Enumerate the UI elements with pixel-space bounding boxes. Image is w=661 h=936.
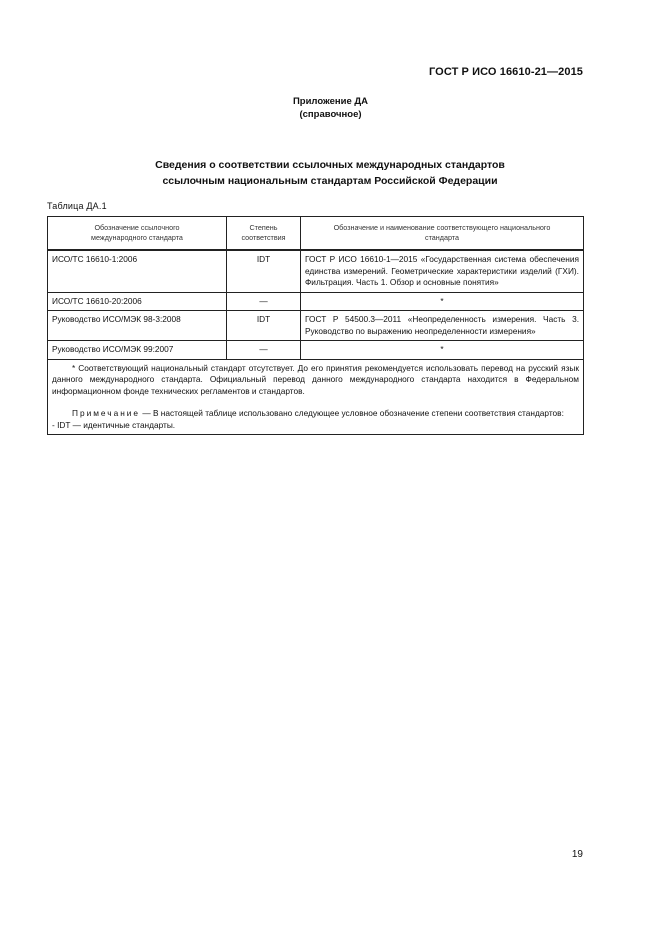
table-caption: Таблица ДА.1 [47, 201, 107, 211]
page-number: 19 [571, 849, 583, 860]
footnote-text: * Соответствующий национальный стандарт отсутствует. До его принятия рекомендуется использовать перевод на русский язык данного международного стандарта. Официальный перевод данного международного стандарта находится в Федеральном информационном фонде технических регламентов и стандартов. [52, 362, 579, 396]
cell-national-standard: * [301, 341, 584, 360]
annex-subtitle: (справочное) [299, 109, 362, 120]
document-title [60, 157, 600, 189]
cell-degree: IDT [227, 250, 301, 292]
table-footnote-row [48, 359, 584, 435]
table-row [48, 250, 584, 292]
header-national-line-1: Обозначение и наименование соответствующего национального [333, 223, 551, 232]
header-international-standard [48, 217, 227, 251]
header-degree-line-1: Степень [249, 223, 278, 232]
table-row [48, 311, 584, 341]
table-header-row [48, 217, 584, 251]
document-title-line-1: Сведения о соответствии ссылочных международных стандартов [155, 159, 505, 171]
table-footnote-cell [48, 359, 584, 435]
standards-correspondence-table [47, 216, 584, 435]
note-label: Примечание [72, 408, 141, 418]
cell-international-standard: ИСО/ТС 16610-20:2006 [48, 292, 227, 311]
header-degree-of-correspondence [227, 217, 301, 251]
cell-international-standard: ИСО/ТС 16610-1:2006 [48, 250, 227, 292]
annex-heading [0, 95, 661, 121]
table-row [48, 341, 584, 360]
document-title-line-2: ссылочным национальным стандартам Российской Федерации [162, 175, 498, 187]
header-degree-line-2: соответствия [241, 233, 286, 242]
table-row [48, 292, 584, 311]
note-text: — В настоящей таблице использовано следующее условное обозначение степени соответствия стандартов: [140, 408, 564, 418]
cell-degree: — [227, 341, 301, 360]
cell-national-standard: ГОСТ Р 54500.3—2011 «Неопределенность измерения. Часть 3. Руководство по выражению неопределенности измерения» [301, 311, 584, 341]
header-international-line-2: международного стандарта [91, 233, 183, 242]
header-national-line-2: стандарта [424, 233, 459, 242]
header-national-standard [301, 217, 584, 251]
cell-degree: IDT [227, 311, 301, 341]
cell-international-standard: Руководство ИСО/МЭК 99:2007 [48, 341, 227, 360]
note-item: - IDT — идентичные стандарты. [52, 419, 176, 430]
standard-code-header: ГОСТ Р ИСО 16610-21—2015 [428, 66, 583, 78]
annex-title: Приложение ДА [292, 96, 369, 107]
cell-national-standard: * [301, 292, 584, 311]
header-international-line-1: Обозначение ссылочного [94, 223, 180, 232]
cell-degree: — [227, 292, 301, 311]
cell-national-standard: ГОСТ Р ИСО 16610-1—2015 «Государственная система обеспечения единства измерений. Геометрические характеристики изделий (ГХИ). Фильтрация. Часть 1. Обзор и основные понятия» [301, 250, 584, 292]
table-note [52, 408, 579, 420]
cell-international-standard: Руководство ИСО/МЭК 98-3:2008 [48, 311, 227, 341]
